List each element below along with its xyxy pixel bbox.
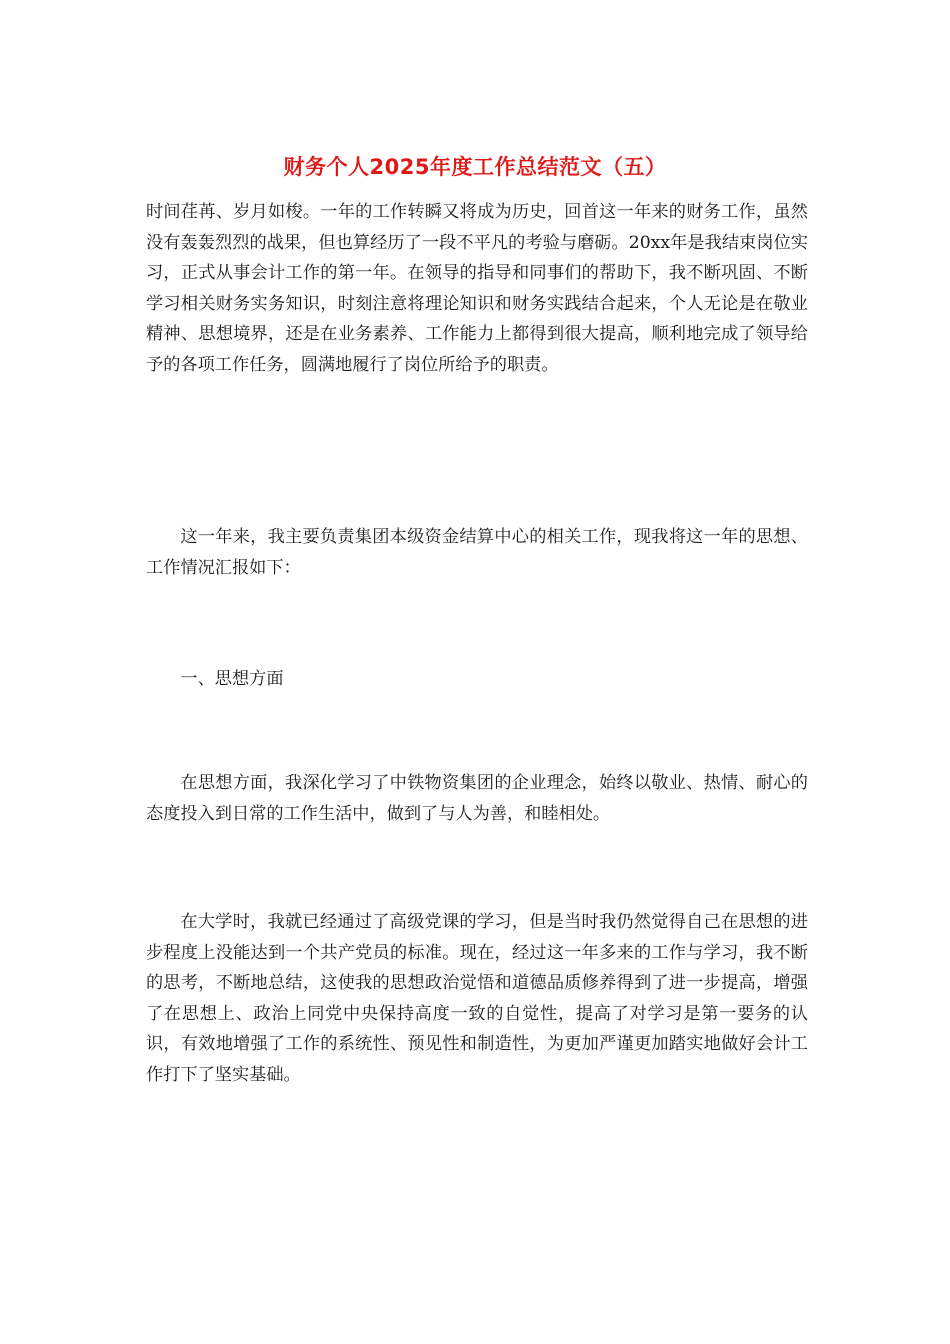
section-heading-thought: 一、思想方面	[180, 669, 284, 689]
paragraph-thought-2: 在大学时，我就已经通过了高级党课的学习，但是当时我仍然觉得自己在思想的进步程度上没能达到一个共产党员的标准。现在，经过这一年多来的工作与学习，我不断的思考，不断地总结，这使我的思想政治觉悟和道德品质修养得到了进一步提高，增强了在思想上、政治上同党中央保持高度一致的自觉性，提高了对学习是第一要务的认识，有效地增强了工作的系统性、预见性和制造性，为更加严谨更加踏实地做好会计工作打下了坚实基础。	[146, 912, 808, 1085]
paragraph-thought-1: 在思想方面，我深化学习了中铁物资集团的企业理念，始终以敬业、热情、耐心的态度投入到日常的工作生活中，做到了与人为善，和睦相处。	[146, 773, 808, 824]
document-title: 财务个人2025年度工作总结范文（五）	[283, 155, 667, 179]
paragraph-overview: 这一年来，我主要负责集团本级资金结算中心的相关工作，现我将这一年的思想、工作情况汇报如下：	[146, 527, 808, 578]
paragraph-intro: 时间荏苒、岁月如梭。一年的工作转瞬又将成为历史，回首这一年来的财务工作，虽然没有轰轰烈烈的战果，但也算经历了一段不平凡的考验与磨砺。20xx年是我结束岗位实习，正式从事会计工作的第一年。在领导的指导和同事们的帮助下，我不断巩固、不断学习相关财务实务知识，时刻注意将理论知识和财务实践结合起来，个人无论是在敬业精神、思想境界，还是在业务素养、工作能力上都得到很大提高，顺利地完成了领导给予的各项工作任务，圆满地履行了岗位所给予的职责。	[146, 202, 808, 375]
